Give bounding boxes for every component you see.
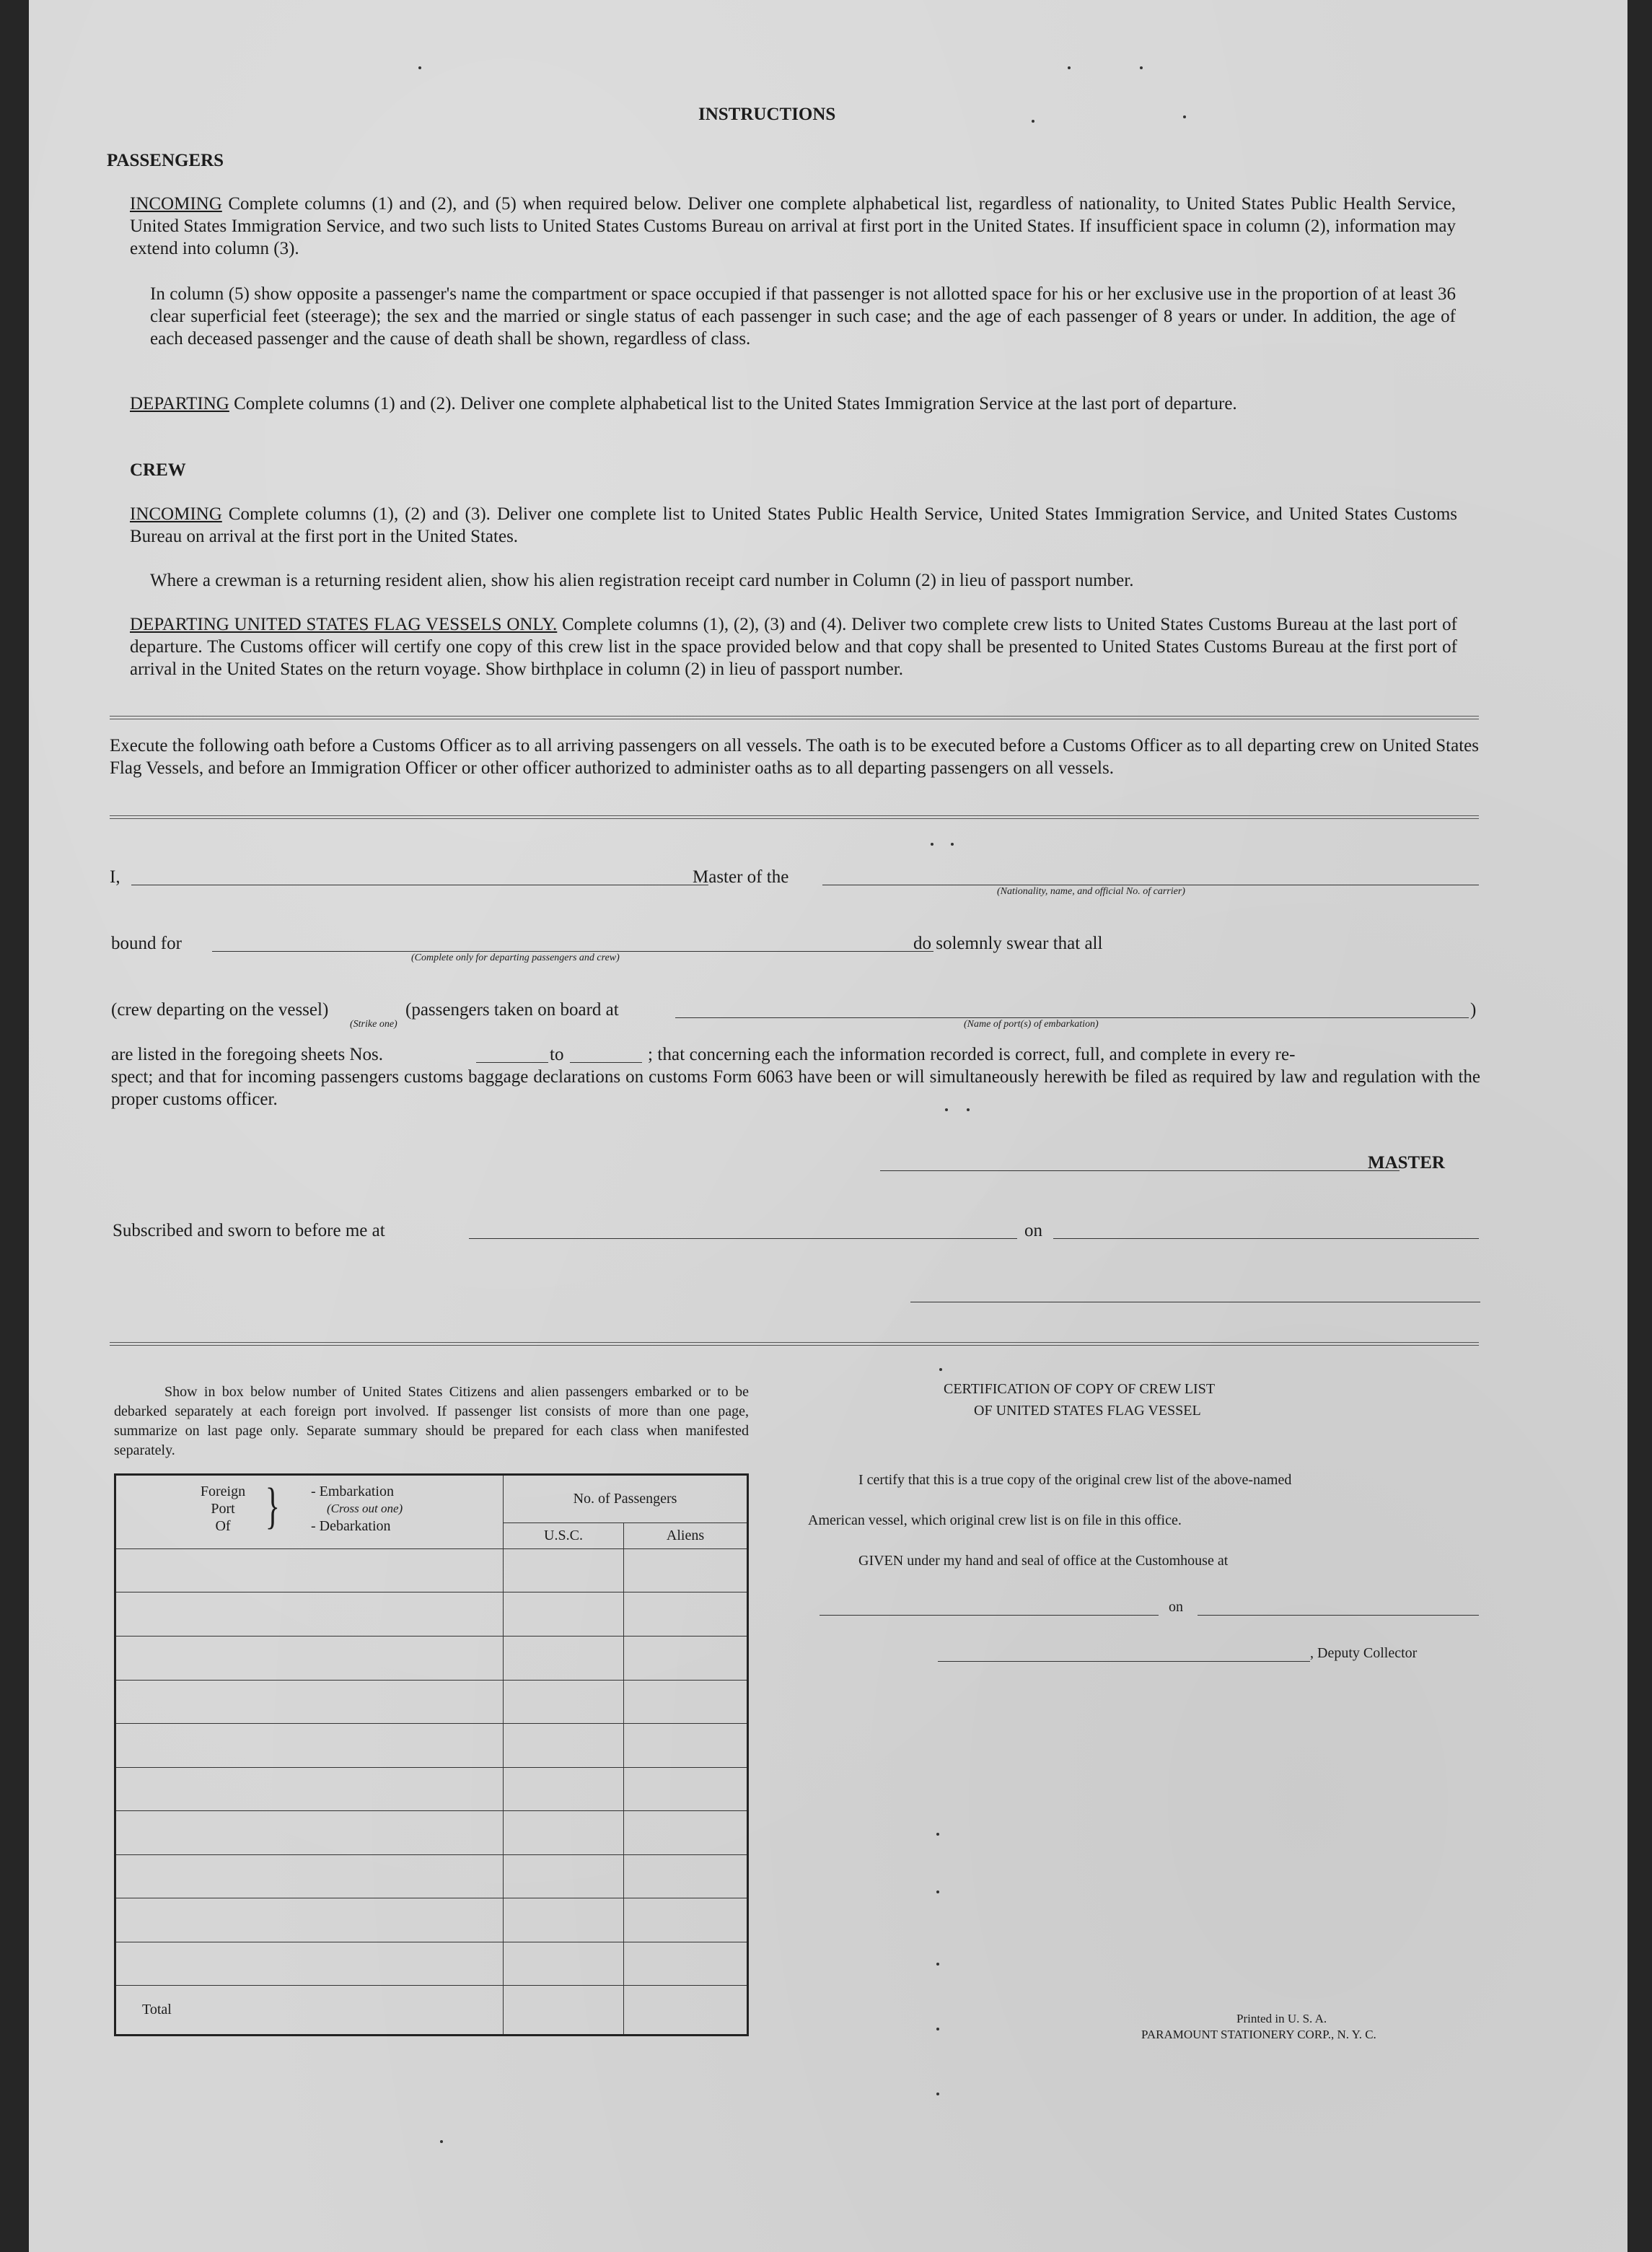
foreign-label: Foreign (200, 1484, 246, 1499)
aliens-cell[interactable] (624, 1724, 748, 1768)
usc-cell[interactable] (504, 1898, 624, 1942)
bound-for-label: bound for (111, 934, 182, 953)
crew-departing-option[interactable]: (crew departing on the vessel) (111, 1000, 329, 1020)
usc-cell[interactable] (504, 1767, 624, 1811)
passengers-column5-paragraph: In column (5) show opposite a passenger's name the compartment or space occupied if that passenger is not allotted space for his or her exclusive use in the proportion of at least 36 clear superficial feet (steerage); the sex and the married or single status of each passenger in such case; and the age of each passenger of 8 years or under. In addition, the age of each deceased passenger and the cause of death shall be shown, regardless of class. (150, 284, 1456, 349)
aliens-cell[interactable] (624, 1548, 748, 1592)
divider (110, 815, 1479, 819)
printed-in-usa: Printed in U. S. A. (1236, 2012, 1327, 2025)
port-header-cell (115, 1475, 504, 1549)
speck (1068, 66, 1071, 69)
aliens-cell[interactable] (624, 1942, 748, 1986)
speck (418, 66, 421, 69)
no-passengers-header: No. of Passengers (504, 1475, 748, 1523)
page-title: INSTRUCTIONS (698, 105, 836, 124)
aliens-total-cell[interactable] (624, 1986, 748, 2036)
usc-cell[interactable] (504, 1548, 624, 1592)
sworn-date-field[interactable] (1053, 1238, 1479, 1239)
subscribed-label: Subscribed and sworn to before me at (113, 1221, 385, 1240)
solemnly-swear-text: do solemnly swear that all (913, 934, 1103, 953)
speck (967, 1108, 970, 1111)
passengers-departing-label: DEPARTING (130, 394, 229, 413)
crew-heading: CREW (130, 460, 186, 480)
sheet-to-field[interactable] (570, 1062, 642, 1063)
certification-on-label: on (1169, 1599, 1183, 1615)
port-cell[interactable] (115, 1724, 504, 1768)
speck (1140, 66, 1143, 69)
embarkation-port-field[interactable] (675, 1017, 1469, 1018)
usc-cell[interactable] (504, 1811, 624, 1855)
summary-instructions: Show in box below number of United States Citizens and alien passengers embarked or to be debarked separately at each foreign port involved. If passenger list consists of more than one page, summarize on last page only. Separate summary should be prepared for each class when manifested separately. (114, 1384, 749, 1458)
passengers-incoming-label: INCOMING (130, 194, 222, 214)
aliens-cell[interactable] (624, 1592, 748, 1637)
listed-text-b: ; that concerning each the information recorded is correct, full, and complete in every re- (648, 1045, 1296, 1064)
port-cell[interactable] (115, 1548, 504, 1592)
usc-cell[interactable] (504, 1592, 624, 1637)
carrier-caption: (Nationality, name, and official No. of carrier) (997, 886, 1185, 897)
strike-one-caption: (Strike one) (350, 1019, 397, 1030)
port-cell[interactable] (115, 1592, 504, 1637)
certification-date-field[interactable] (1198, 1615, 1479, 1616)
crew-departing-label: DEPARTING UNITED STATES FLAG VESSELS ONLY. (130, 615, 558, 634)
of-label: Of (215, 1518, 231, 1534)
port-cell[interactable] (115, 1680, 504, 1724)
speck (1183, 115, 1186, 118)
aliens-cell[interactable] (624, 1854, 748, 1898)
certification-title-line1: CERTIFICATION OF COPY OF CREW LIST (944, 1381, 1216, 1397)
cross-out-caption: (Cross out one) (327, 1502, 403, 1515)
customhouse-field[interactable] (820, 1615, 1159, 1616)
certification-title-line2: OF UNITED STATES FLAG VESSEL (974, 1403, 1201, 1419)
speck (945, 1108, 948, 1111)
deputy-collector-label: , Deputy Collector (1310, 1645, 1418, 1661)
divider (110, 716, 1479, 719)
aliens-cell[interactable] (624, 1680, 748, 1724)
speck (931, 843, 933, 846)
speck (936, 1833, 939, 1836)
speck (1032, 120, 1034, 123)
printer-name: PARAMOUNT STATIONERY CORP., N. Y. C. (1141, 2028, 1376, 2041)
master-label: MASTER (1368, 1153, 1445, 1173)
aliens-cell[interactable] (624, 1767, 748, 1811)
aliens-header: Aliens (624, 1522, 748, 1548)
embarkation-option[interactable]: - Embarkation (311, 1484, 394, 1499)
passengers-incoming-text: Complete columns (1) and (2), and (5) when required below. Deliver one complete alphabetical list, regardless of nationality, to United States Public Health Service, United States Immigration Service, and two such lists to United States Customs Bureau on arrival at first port in the United States. If insufficient space in column (2), information may extend into column (3). (130, 194, 1456, 258)
form-sheet (29, 0, 1627, 2252)
speck (936, 2093, 939, 2095)
crew-incoming-label: INCOMING (130, 504, 222, 524)
brace-glyph: } (265, 1478, 280, 1534)
listed-text-a: are listed in the foregoing sheets Nos. (111, 1045, 383, 1064)
given-text: GIVEN under my hand and seal of office at the Customhouse at (858, 1553, 1229, 1569)
crew-departing-paragraph (130, 613, 1457, 680)
embarkation-caption: (Name of port(s) of embarkation) (964, 1019, 1099, 1030)
passengers-departing-text: Complete columns (1) and (2). Deliver one complete alphabetical list to the United States Immigration Service at the last port of departure. (229, 394, 1237, 413)
aliens-cell[interactable] (624, 1811, 748, 1855)
passengers-taken-option[interactable]: (passengers taken on board at (405, 1000, 619, 1020)
debarkation-option[interactable]: - Debarkation (311, 1518, 391, 1534)
port-label: Port (211, 1501, 235, 1517)
aliens-cell[interactable] (624, 1636, 748, 1680)
oath-i-label: I, (110, 867, 120, 887)
aliens-cell[interactable] (624, 1898, 748, 1942)
speck (936, 1890, 939, 1893)
port-cell[interactable] (115, 1636, 504, 1680)
usc-cell[interactable] (504, 1724, 624, 1768)
master-of-the-label: Master of the (693, 867, 789, 887)
passengers-incoming-paragraph (130, 193, 1456, 260)
sheet-from-field[interactable] (476, 1062, 548, 1063)
passenger-summary-table (114, 1473, 749, 2036)
crew-resident-paragraph: Where a crewman is a returning resident alien, show his alien registration receipt card number in Column (2) in lieu of passport number. (150, 571, 1134, 590)
total-label: Total (115, 1986, 504, 2036)
master-signature-field[interactable] (880, 1170, 1400, 1171)
speck (440, 2140, 443, 2143)
deputy-signature-field[interactable] (938, 1661, 1310, 1662)
port-cell[interactable] (115, 1854, 504, 1898)
oath-instructions: Execute the following oath before a Customs Officer as to all arriving passengers on all vessels. The oath is to be executed before a Customs Officer as to all departing crew on United States Flag Vessels, and before an Immigration Officer or other officer authorized to administer oaths as to all departing passengers on all vessels. (110, 736, 1479, 778)
usc-cell[interactable] (504, 1636, 624, 1680)
usc-cell[interactable] (504, 1942, 624, 1986)
close-paren: ) (1470, 1000, 1477, 1020)
passengers-departing-paragraph (130, 393, 1456, 415)
port-cell[interactable] (115, 1942, 504, 1986)
speck (936, 1963, 939, 1966)
sworn-place-field[interactable] (469, 1238, 1017, 1239)
passengers-heading: PASSENGERS (107, 151, 224, 170)
speck (939, 1368, 942, 1371)
usc-cell[interactable] (504, 1680, 624, 1724)
port-cell[interactable] (115, 1767, 504, 1811)
usc-total-cell[interactable] (504, 1986, 624, 2036)
speck (936, 2028, 939, 2030)
listed-to: to (550, 1045, 564, 1064)
port-cell[interactable] (115, 1811, 504, 1855)
listed-text-c: spect; and that for incoming passengers customs baggage declarations on customs Form 6063 have been or will simultaneously herewith be filed as required by law and regulation with the proper customs officer. (111, 1067, 1480, 1109)
usc-header: U.S.C. (504, 1522, 624, 1548)
crew-departing-text: Complete columns (1), (2), (3) and (4). Deliver two complete crew lists to United States Customs Bureau at the last port of departure. The Customs officer will certify one copy of this crew list in the space provided below and that copy shall be presented to United States Customs Bureau at the first port of arrival in the United States on the return voyage. Show birthplace in column (2) in lieu of passport number. (130, 615, 1457, 679)
bound-for-caption: (Complete only for departing passengers and crew) (411, 952, 620, 963)
bound-for-field[interactable] (212, 951, 933, 952)
crew-incoming-paragraph (130, 503, 1457, 548)
certify-line1: I certify that this is a true copy of the original crew list of the above-named (858, 1472, 1292, 1488)
port-cell[interactable] (115, 1898, 504, 1942)
divider (110, 1342, 1479, 1346)
sworn-on-label: on (1024, 1221, 1042, 1240)
usc-cell[interactable] (504, 1854, 624, 1898)
certify-line2: American vessel, which original crew list is on file in this office. (808, 1512, 1182, 1528)
speck (951, 843, 954, 846)
crew-incoming-text: Complete columns (1), (2) and (3). Deliver one complete list to United States Public Health Service, United States Immigration Service, and United States Customs Bureau on arrival at the first port in the United States. (130, 504, 1457, 546)
